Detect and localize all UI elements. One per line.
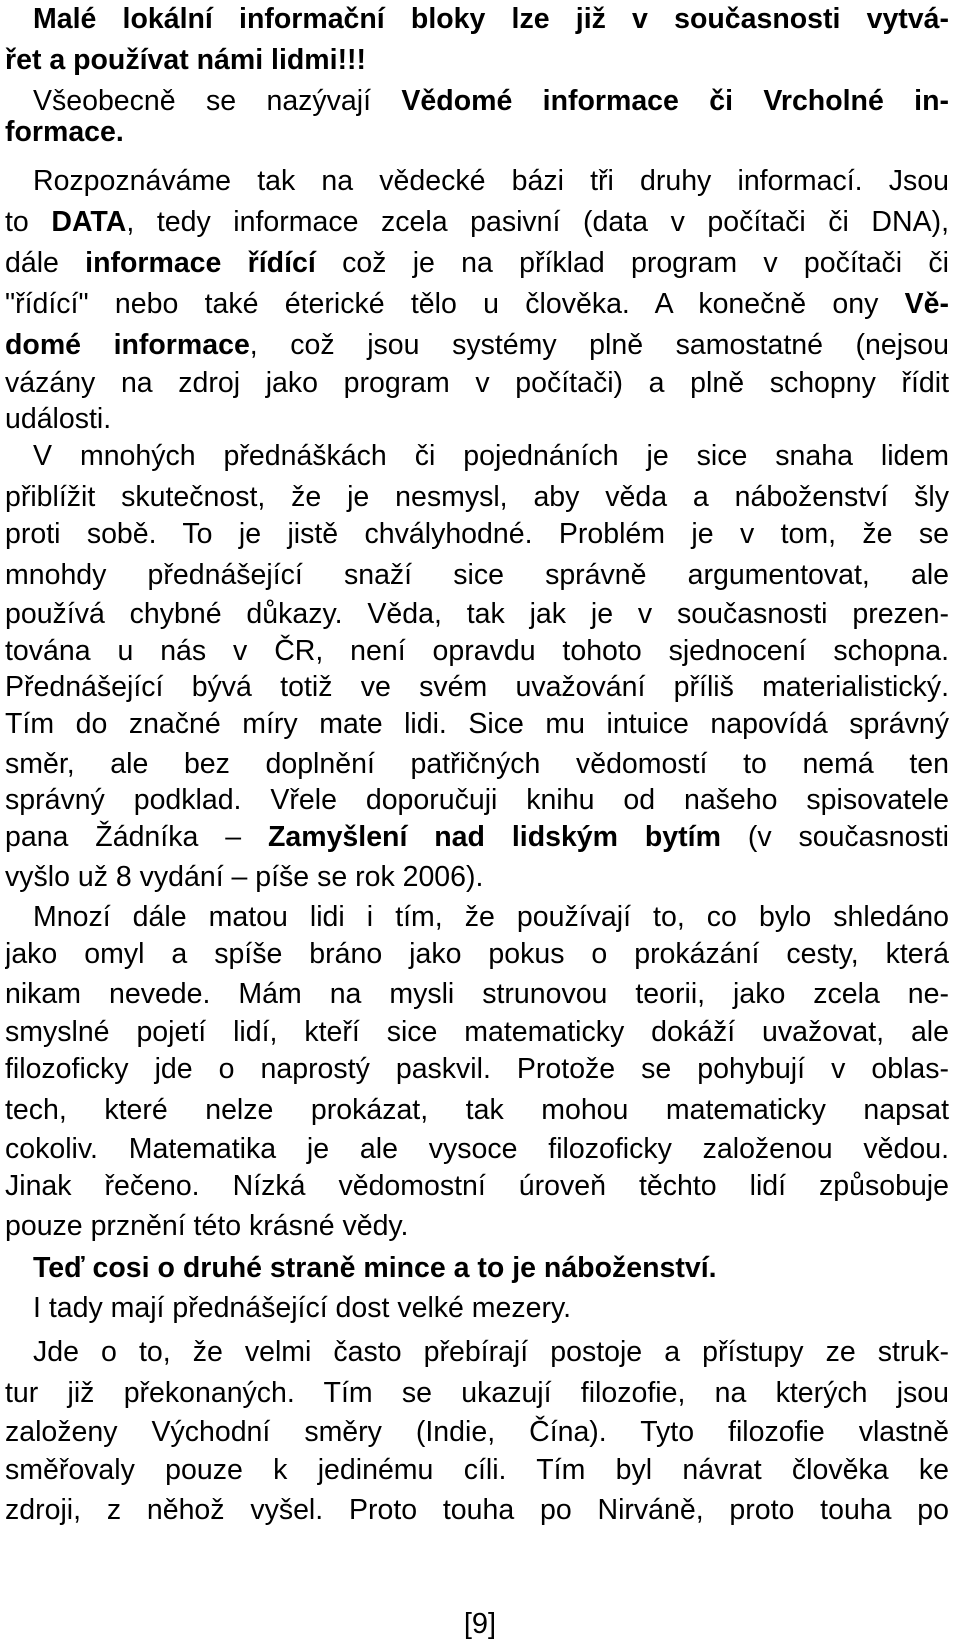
text-line	[5, 1013, 949, 1051]
bold-text: informace řídící	[85, 247, 316, 279]
text-line	[5, 632, 949, 670]
text-segment: V mnohých přednáškách či pojednáních je sice snaha lidem	[33, 440, 949, 472]
text-line	[5, 781, 949, 819]
text-line	[5, 858, 949, 896]
text-segment: to	[5, 206, 52, 238]
bold-text: Vědomé informace či Vrcholné in-	[401, 85, 949, 117]
text-line	[5, 1491, 949, 1529]
text-segment: přiblížit skutečnost, že je nesmysl, aby věda a náboženství šly	[5, 481, 949, 513]
text-segment: tur již překonaných. Tím se ukazují filozofie, na kterých jsou	[5, 1377, 949, 1409]
text-line	[5, 745, 949, 783]
text-line	[5, 1207, 949, 1245]
text-segment: zdroji, z něhož vyšel. Proto touha po Nirváně, proto touha po	[5, 1494, 949, 1526]
text-line	[5, 1050, 949, 1088]
text-line	[33, 0, 949, 38]
text-segment: dále	[5, 247, 86, 279]
text-line	[5, 203, 949, 241]
text-segment: tována u nás v ČR, není opravdu tohoto sjednocení schopna.	[5, 635, 949, 667]
text-segment: Mnozí dále matou lidi i tím, že používají to, co bylo shledáno	[33, 901, 949, 933]
text-line	[5, 1130, 949, 1168]
text-segment: Jde o to, že velmi často přebírají postoje a přístupy ze struk-	[33, 1336, 949, 1368]
text-line	[5, 41, 949, 79]
bold-text: řet a používat námi lidmi!!!	[5, 44, 367, 76]
text-segment: směřovaly pouze k jedinému cíli. Tím byl návrat člověka ke	[5, 1454, 949, 1486]
text-line	[5, 595, 949, 633]
text-line	[5, 1167, 949, 1205]
text-line	[5, 1374, 949, 1412]
text-line	[5, 975, 949, 1013]
text-line	[5, 668, 949, 706]
text-line	[5, 400, 949, 438]
text-line	[5, 478, 949, 516]
text-line	[5, 1091, 949, 1129]
text-segment: vyšlo už 8 vydání – píše se rok 2006).	[5, 861, 484, 893]
text-line	[5, 364, 949, 402]
text-line	[33, 437, 949, 475]
text-segment: směr, ale bez doplnění patřičných vědomostí to nemá ten	[5, 748, 949, 780]
text-line	[5, 285, 949, 323]
bold-text: domé informace	[5, 329, 250, 361]
text-segment: Tím do značné míry mate lidi. Sice mu intuice napovídá správný	[5, 708, 949, 740]
text-segment: Jinak řečeno. Nízká vědomostní úroveň těchto lidí způsobuje	[5, 1170, 949, 1202]
text-line	[33, 1249, 949, 1287]
text-line	[5, 935, 949, 973]
text-line	[5, 1451, 949, 1489]
text-line	[5, 326, 949, 364]
bold-text: Vě-	[904, 288, 949, 320]
text-line	[33, 1289, 949, 1327]
text-segment: vázány na zdroj jako program v počítači) a plně schopny řídit	[5, 367, 949, 399]
text-line	[5, 1413, 949, 1451]
text-line	[5, 705, 949, 743]
bold-text: Malé lokální informační bloky lze již v současnosti vytvá-	[33, 3, 949, 35]
text-line	[5, 818, 949, 856]
text-line	[5, 244, 949, 282]
text-segment: založeny Východní směry (Indie, Čína). Tyto filozofie vlastně	[5, 1416, 949, 1448]
text-segment: mnohdy přednášející snaží sice správně argumentovat, ale	[5, 559, 949, 591]
text-segment: události.	[5, 403, 112, 435]
bold-text: Zamyšlení nad lidským bytím	[267, 821, 721, 853]
text-segment: , což jsou systémy plně samostatné (nejsou	[249, 329, 949, 361]
text-segment: jako omyl a spíše bráno jako pokus o prokázání cesty, která	[5, 938, 949, 970]
text-line	[5, 515, 949, 553]
text-segment: proti sobě. To je jistě chvályhodné. Problém je v tom, že se	[5, 518, 949, 550]
text-segment: I tady mají přednášející dost velké mezery.	[33, 1292, 572, 1324]
text-line	[33, 1333, 949, 1371]
text-segment: Rozpoznáváme tak na vědecké bázi tři druhy informací. Jsou	[33, 165, 949, 197]
text-segment: nikam nevede. Mám na mysli strunovou teorii, jako zcela ne-	[5, 978, 949, 1010]
text-line	[5, 556, 949, 594]
text-line	[5, 113, 949, 151]
text-segment: "řídící" nebo také éterické tělo u člověka. A konečně ony	[5, 288, 905, 320]
bold-text: DATA	[51, 206, 127, 238]
text-segment: filozoficky jde o naprostý paskvil. Protože se pohybují v oblas-	[5, 1053, 949, 1085]
bold-text: Teď cosi o druhé straně mince a to je náboženství.	[33, 1252, 717, 1284]
text-segment: správný podklad. Vřele doporučuji knihu od našeho spisovatele	[5, 784, 949, 816]
bold-text: formace.	[5, 116, 124, 148]
text-line	[33, 898, 949, 936]
text-segment: , tedy informace zcela pasivní (data v počítači či DNA),	[126, 206, 949, 238]
text-segment: pana Žádníka –	[5, 821, 268, 853]
text-segment: pouze prznění této krásné vědy.	[5, 1210, 409, 1242]
text-segment: smyslné pojetí lidí, kteří sice matematicky dokáží uvažovat, ale	[5, 1016, 949, 1048]
text-segment: což je na příklad program v počítači či	[315, 247, 949, 279]
text-segment: (v současnosti	[720, 821, 949, 853]
page-number: [9]	[463, 1608, 497, 1640]
text-segment: tech, které nelze prokázat, tak mohou matematicky napsat	[5, 1094, 949, 1126]
text-segment: používá chybné důkazy. Věda, tak jak je v současnosti prezen-	[5, 598, 949, 630]
text-line	[33, 162, 949, 200]
text-segment: cokoliv. Matematika je ale vysoce filozoficky založenou vědou.	[5, 1133, 949, 1165]
text-segment: Přednášející bývá totiž ve svém uvažování příliš materialistický.	[5, 671, 949, 703]
text-segment: Všeobecně se nazývají	[33, 85, 402, 117]
